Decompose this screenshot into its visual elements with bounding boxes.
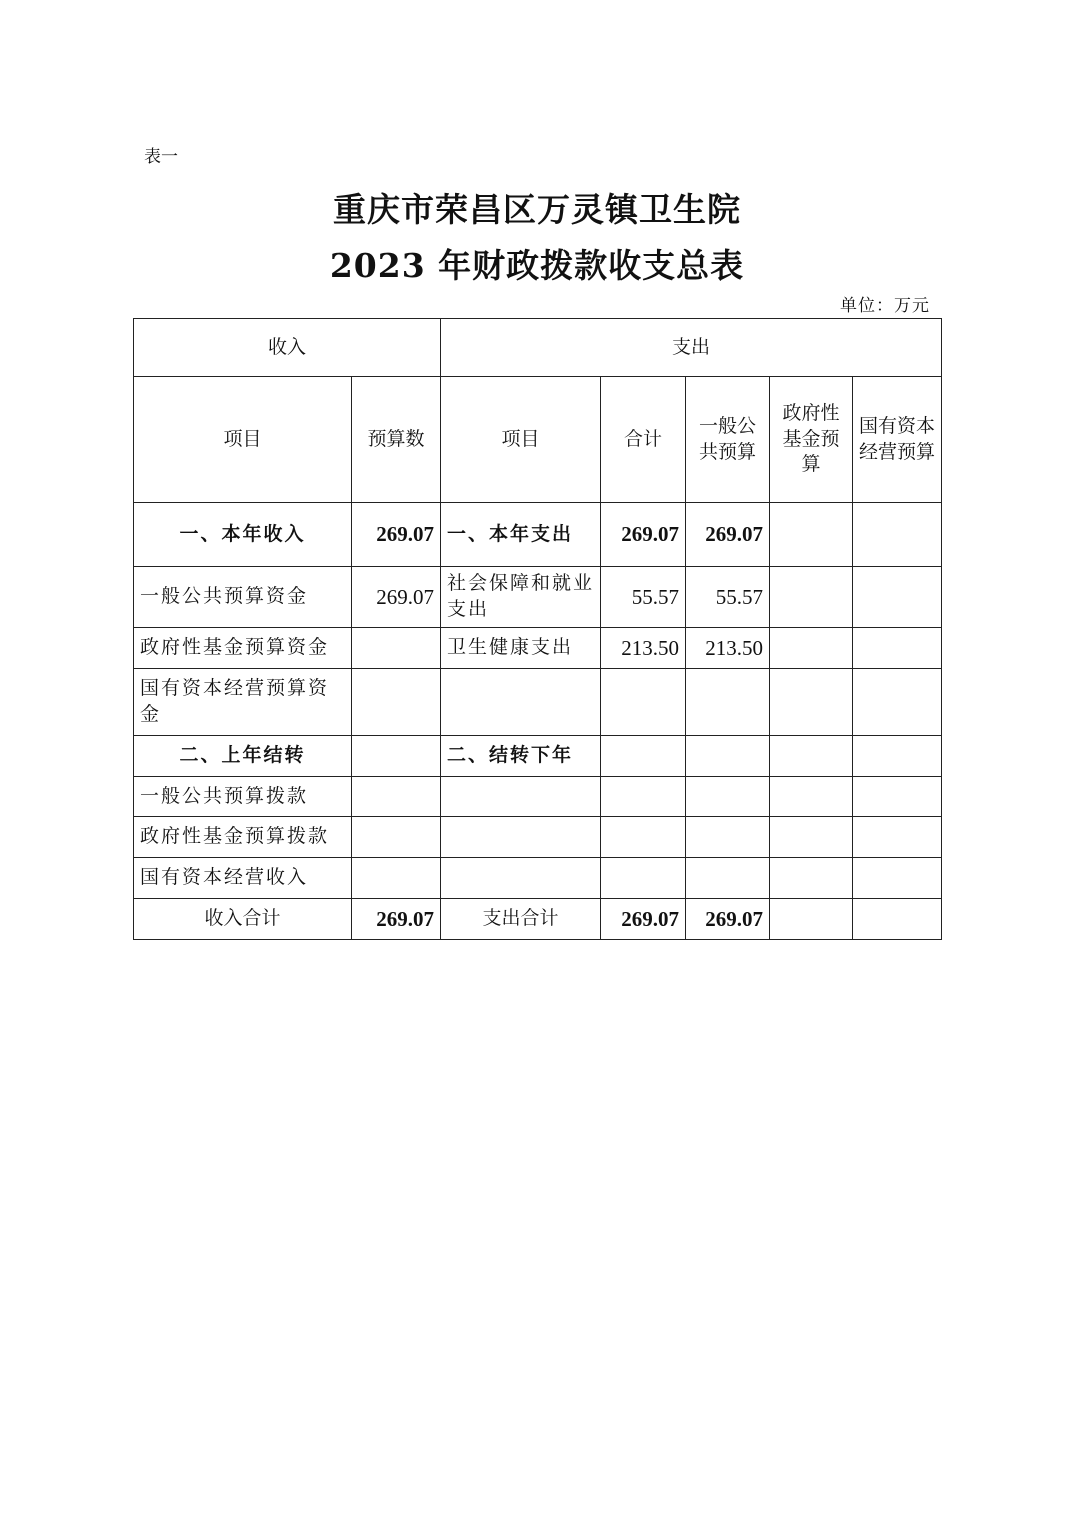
budget-cell: 269.07 xyxy=(352,503,441,567)
income-item-cell: 二、上年结转 xyxy=(134,736,352,777)
budget-header: 预算数 xyxy=(352,377,441,503)
general-cell xyxy=(686,777,770,817)
total-cell xyxy=(601,817,686,858)
expense-item-cell: 二、结转下年 xyxy=(441,736,601,777)
total-cell xyxy=(601,669,686,736)
capital-cell xyxy=(853,567,942,628)
page-title: 重庆市荣昌区万灵镇卫生院 xyxy=(333,190,741,229)
totals-row xyxy=(134,899,942,940)
income-item-cell: 国有资本经营收入 xyxy=(134,858,352,899)
table-row xyxy=(134,567,942,628)
fund-cell xyxy=(770,669,853,736)
general-cell: 269.07 xyxy=(686,899,770,940)
total-cell xyxy=(601,777,686,817)
general-cell: 55.57 xyxy=(686,567,770,628)
capital-cell xyxy=(853,817,942,858)
fund-cell xyxy=(770,736,853,777)
budget-cell: 269.07 xyxy=(352,567,441,628)
expense-item-cell xyxy=(441,858,601,899)
expense-header: 支出 xyxy=(441,319,942,377)
table-row xyxy=(134,669,942,736)
fund-cell xyxy=(770,628,853,669)
fund-cell xyxy=(770,817,853,858)
budget-cell xyxy=(352,669,441,736)
capital-cell xyxy=(853,899,942,940)
income-item-cell: 一般公共预算资金 xyxy=(134,567,352,628)
total-header: 合计 xyxy=(601,377,686,503)
table-row xyxy=(134,858,942,899)
expense-item-cell: 社会保障和就业支出 xyxy=(441,567,601,628)
income-item-cell: 一般公共预算拨款 xyxy=(134,777,352,817)
budget-summary-table xyxy=(133,318,942,940)
header-row-columns xyxy=(134,377,942,503)
expense-item-header: 项目 xyxy=(441,377,601,503)
fund-cell xyxy=(770,567,853,628)
budget-cell xyxy=(352,628,441,669)
gov-fund-header: 政府性基金预算 xyxy=(770,377,853,503)
fund-cell xyxy=(770,858,853,899)
income-item-cell: 政府性基金预算拨款 xyxy=(134,817,352,858)
capital-cell xyxy=(853,736,942,777)
total-cell: 269.07 xyxy=(601,899,686,940)
general-cell: 213.50 xyxy=(686,628,770,669)
expense-item-cell xyxy=(441,669,601,736)
general-cell xyxy=(686,817,770,858)
capital-cell xyxy=(853,777,942,817)
capital-cell xyxy=(853,858,942,899)
capital-cell xyxy=(853,628,942,669)
income-item-cell: 政府性基金预算资金 xyxy=(134,628,352,669)
table-row xyxy=(134,777,942,817)
header-row-groups xyxy=(134,319,942,377)
page-subtitle: 2023 年财政拨款收支总表 xyxy=(329,246,745,285)
budget-cell xyxy=(352,777,441,817)
budget-cell xyxy=(352,736,441,777)
fund-cell xyxy=(770,777,853,817)
general-cell xyxy=(686,736,770,777)
expense-item-cell xyxy=(441,817,601,858)
income-item-cell: 国有资本经营预算资金 xyxy=(134,669,352,736)
general-public-header: 一般公共预算 xyxy=(686,377,770,503)
table-row xyxy=(134,503,942,567)
table-row xyxy=(134,817,942,858)
total-cell: 213.50 xyxy=(601,628,686,669)
expense-item-cell: 卫生健康支出 xyxy=(441,628,601,669)
table-row xyxy=(134,736,942,777)
capital-cell xyxy=(853,503,942,567)
income-item-cell: 一、本年收入 xyxy=(134,503,352,567)
total-cell: 55.57 xyxy=(601,567,686,628)
table-row xyxy=(134,628,942,669)
capital-cell xyxy=(853,669,942,736)
general-cell: 269.07 xyxy=(686,503,770,567)
income-header: 收入 xyxy=(134,319,441,377)
budget-cell: 269.07 xyxy=(352,899,441,940)
general-cell xyxy=(686,858,770,899)
total-cell xyxy=(601,858,686,899)
unit-label: 单位：万元 xyxy=(840,296,930,316)
expense-item-cell: 一、本年支出 xyxy=(441,503,601,567)
table-label: 表一 xyxy=(144,147,178,167)
budget-cell xyxy=(352,858,441,899)
general-cell xyxy=(686,669,770,736)
total-cell: 269.07 xyxy=(601,503,686,567)
fund-cell xyxy=(770,899,853,940)
expense-item-cell xyxy=(441,777,601,817)
income-total-label: 收入合计 xyxy=(134,899,352,940)
budget-cell xyxy=(352,817,441,858)
state-capital-header: 国有资本经营预算 xyxy=(853,377,942,503)
expense-total-label: 支出合计 xyxy=(441,899,601,940)
fund-cell xyxy=(770,503,853,567)
total-cell xyxy=(601,736,686,777)
income-item-header: 项目 xyxy=(134,377,352,503)
